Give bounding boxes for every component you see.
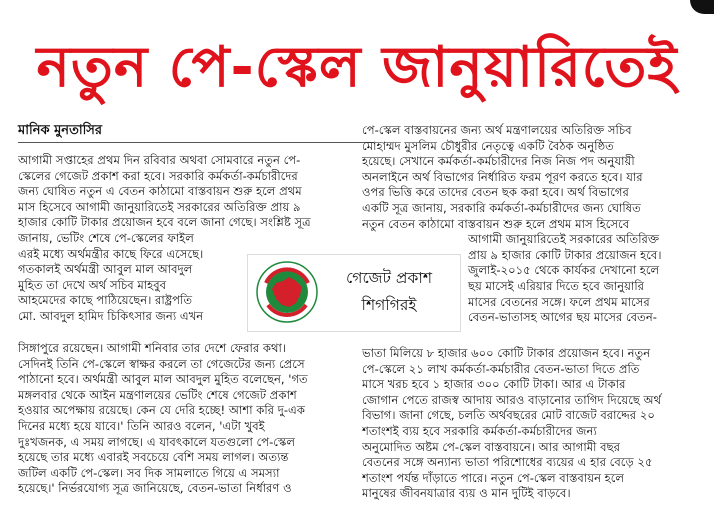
article-line: পে-স্কেল বাস্তবায়নের জন্য অর্থ মন্ত্রণালয়ের অতিরিক্ত সচিব (362, 123, 632, 137)
government-seal-icon (256, 261, 318, 323)
article-line: বিভাগ। জানা গেছে, চলতি অর্থবছরের মোট বাজেট বরাদ্দের ২০ (362, 408, 655, 423)
article-line: স্কেলের গেজেট প্রকাশ করা হবে। সরকারি কর্মকর্তা-কর্মচারীদের (18, 168, 298, 183)
article-line: নতুন বেতন কাঠামো বাস্তবায়ন শুরু হলে প্রথম মাস হিসেবে (362, 216, 630, 231)
pull-quote-box (247, 254, 461, 332)
article-line: হওয়ার অপেক্ষায় রয়েছে। কেন যে দেরি হচ্ছে! আশা করি দু-এক (18, 403, 305, 418)
byline-divider (18, 142, 374, 143)
article-line: দুঃখজনক, এ সময় লাগছে। এ যাবৎকালে যতগুলো পে-স্কেল (18, 434, 295, 449)
masthead-edge (690, 0, 714, 14)
article-line: মাসে খরচ হবে ১ হাজার ৩০০ কোটি টাকা। আর এ টাকার (362, 377, 626, 392)
bottom-left-column (18, 341, 358, 497)
byline: মানিক মুনতাসির (18, 123, 103, 138)
article-line: মো. আবদুল হামিদ চিকিৎসার জন্য এখন (18, 308, 204, 323)
headline: নতুন পে-স্কেল জানুয়ারিতেই (36, 35, 678, 100)
article-line: সিঙ্গাপুরে রয়েছেন। আগামী শনিবার তার দেশে ফেরার কথা। (18, 341, 287, 355)
article-line: হয়েছে। সেখানে কর্মকর্তা-কর্মচারীদের নিজ নিজ পদ অনুযায়ী (362, 154, 635, 169)
article-line: একটি সূত্র জানায়, সরকারি কর্মকর্তা-কর্মচারীদের জন্য ঘোষিত (362, 200, 641, 215)
article-line: ভাতা মিলিয়ে ৮ হাজার ৬০০ কোটি টাকার প্রয়োজন হবে। নতুন (362, 346, 651, 360)
article-line: আগামী জানুয়ারিতেই সরকারের অতিরিক্ত (468, 232, 660, 247)
bottom-right-column (362, 346, 702, 502)
article-line: আহমেদের কাছে পাঠিয়েছেন। রাষ্ট্রপতি (18, 293, 193, 308)
article-line: মাসের বেতনের সঙ্গে। ফলে প্রথম মাসের (468, 294, 650, 309)
article-line: বেতন-ভাতাসহ আগের ছয় মাসের বেতন- (468, 310, 657, 325)
article-line: ওপর ভিত্তি করে তাদের বেতন ছক করা হবে। অর্থ বিভাগের (362, 185, 629, 200)
article-line: প্রায় ৯ হাজার কোটি টাকার প্রয়োজন হবে। (468, 247, 662, 262)
article-line: হয়েছে তার মধ্যে এবারই সবচেয়ে বেশি সময় লাগল। অত্যন্ত (18, 450, 289, 465)
article-line: ছয় মাসেই এরিয়ার দিতে হবে জানুয়ারি (468, 278, 645, 293)
article-line: এরই মধ্যে অর্থমন্ত্রীর কাছে ফিরে এসেছে। (18, 246, 204, 261)
article-line: মোহাম্মদ মুসলিম চৌধুরীর নেতৃত্বে একটি বৈঠক অনুষ্ঠিত (362, 138, 614, 153)
article-line: মাস হিসেবে আগামী জানুয়ারিতেই সরকারের অতিরিক্ত প্রায় ৯ (18, 199, 301, 214)
article-line: জানায়, ভেটিং শেষে পে-স্কেলের ফাইল (18, 230, 194, 245)
article-line: অনুমোদিত অষ্টম পে-স্কেল বাস্তবায়নে। আর আগামী বছর (362, 439, 621, 454)
article-line: দিনের মধ্যে হয়ে যাবে।' তিনি আরও বলেন, 'এটা খুবই (18, 418, 265, 433)
article-line: হয়েছে।' নির্ভরযোগ্য সূত্র জানিয়েছে, বেতন-ভাতা নির্ধারণ ও (18, 481, 292, 496)
pull-quote-text (322, 265, 456, 319)
article-line: জন্য ঘোষিত নতুন এ বেতন কাঠামো বাস্তবায়ন শুরু হলে প্রথম (18, 184, 302, 199)
article-line: সেদিনই তিনি পে-স্কেলে স্বাক্ষর করলে তা গেজেটের জন্য প্রেসে (18, 356, 305, 371)
article-line: জটিল একটি পে-স্কেল। সব দিক সামলাতে গিয়ে এ সমস্যা (18, 465, 280, 480)
article-line: অনলাইনে অর্থ বিভাগের নির্ধারিত ফরম পূরণ করতে হবে। যার (362, 169, 643, 184)
article-line: পাঠানো হবে। অর্থমন্ত্রী আবুল মাল আবদুল মুহিত বলেছেন, 'গত (18, 372, 308, 387)
article-line: মঙ্গলবার থেকে আইন মন্ত্রণালয়ের ভেটিং শেষে গেজেট প্রকাশ (18, 387, 297, 402)
article-line: শতাংশ পর্যন্ত দাঁড়াতে পারে। নতুন পে-স্কেল বাস্তবায়ন হলে (362, 470, 625, 485)
pull-quote-line: গেজেট প্রকাশ (346, 269, 432, 287)
article-line: মুহিত তা দেখে অর্থ সচিব মাহবুব (18, 277, 167, 292)
article-line: মানুষের জীবনযাত্রার ব্যয় ও মান দুটিই বাড়বে। (362, 486, 571, 501)
article-line: জোগান পেতে রাজস্ব আদায় আরও বাড়ানোর তাগিদ দিয়েছে অর্থ (362, 392, 662, 407)
article-line: জুলাই-২০১৫ থেকে কার্যকর দেখানো হলে (468, 263, 660, 278)
article-line: গতকালই অর্থমন্ত্রী আবুল মাল আবদুল (18, 262, 193, 277)
pull-quote-line: শিগগিরই (361, 296, 417, 314)
article-line: শতাংশই ব্যয় হবে সরকারি কর্মকর্তা-কর্মচারীদের জন্য (362, 423, 597, 438)
article-line: পে-স্কেলে ২১ লাখ কর্মকর্তা-কর্মচারীর বেতন-ভাতা দিতে প্রতি (362, 361, 640, 376)
article-line: হাজার কোটি টাকার প্রয়োজন হবে বলে জানা গেছে। সংশ্লিষ্ট সূত্র (18, 215, 311, 230)
article-line: বেতনের সঙ্গে অন্যান্য ভাতা পরিশোধের ব্যয়ের এ হার বেড়ে ২৫ (362, 455, 653, 470)
article-line: আগামী সপ্তাহের প্রথম দিন রবিবার অথবা সোমবারে নতুন পে- (18, 153, 301, 167)
